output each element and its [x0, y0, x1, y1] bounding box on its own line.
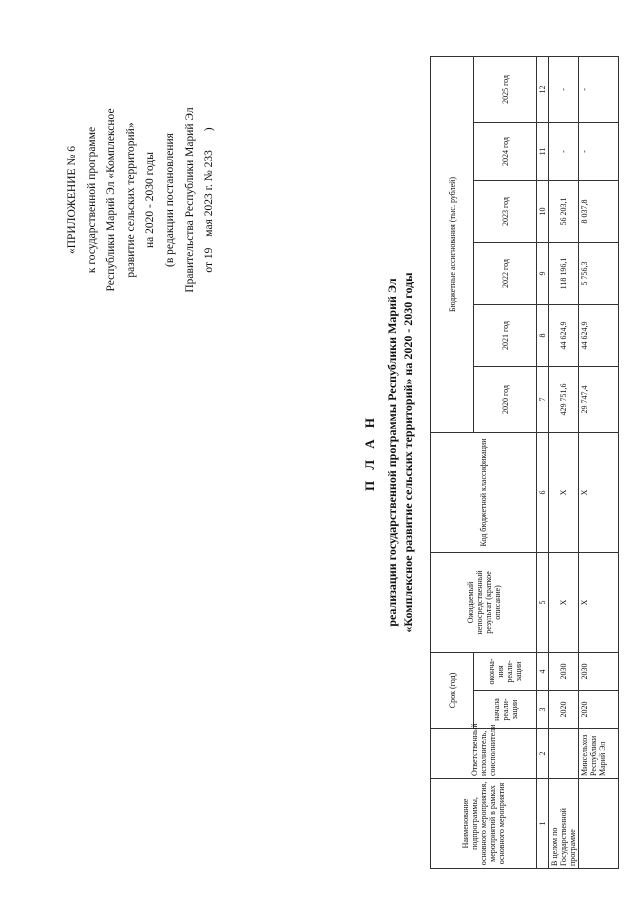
header-2024: 2024 год [474, 122, 537, 180]
date-rest: мая 2023 г. № 233 [203, 150, 216, 237]
table-row [579, 56, 619, 868]
appendix-line: развитие сельских территорий» [124, 122, 137, 278]
appendix-header [63, 35, 220, 365]
header-name: Наименование подпрограммы, основного мероприятия, мероприятий в рамках основного мероприятия [431, 779, 537, 869]
cell-2022: 5 756,3 [579, 242, 619, 304]
cell-end: 2030 [579, 652, 619, 690]
cell-2025: - [579, 56, 619, 122]
cell-kbk: Х [549, 432, 579, 552]
cell-2023: 8 037,8 [579, 180, 619, 242]
date-prefix: от 19 [203, 247, 216, 273]
col-number: 12 [537, 56, 549, 122]
header-start: начала реали-зации [474, 691, 537, 729]
header-2023: 2023 год [474, 180, 537, 242]
col-number: 10 [537, 180, 549, 242]
header-budget: Бюджетные ассигнования (тыс. рублей) [431, 56, 474, 432]
header-executor: Ответственный исполнитель, соисполнители [431, 729, 537, 779]
plan-heading: П Л А Н [362, 413, 377, 492]
cell-end: 2030 [549, 652, 579, 690]
col-number: 1 [537, 779, 549, 869]
col-number: 8 [537, 304, 549, 366]
col-number: 9 [537, 242, 549, 304]
col-number: 6 [537, 432, 549, 552]
table-row [549, 56, 579, 868]
col-number: 5 [537, 552, 549, 652]
cell-name [579, 779, 619, 869]
cell-2025: - [549, 56, 579, 122]
header-result: Ожидаемый непосредственный результат (краткое описание) [431, 552, 537, 652]
cell-2022: 118 196,1 [549, 242, 579, 304]
cell-result: Х [579, 552, 619, 652]
cell-start: 2020 [549, 691, 579, 729]
appendix-date-line [200, 35, 220, 365]
col-number: 3 [537, 691, 549, 729]
header-kbk: Код бюджетной классификации [431, 432, 537, 552]
appendix-line: (в редакции постановления [163, 133, 176, 267]
plan-title-line-2: «Комплексное развитие сельских территорий» на 2020 - 2030 годы [401, 272, 415, 633]
header-2021: 2021 год [474, 304, 537, 366]
header-2020: 2020 год [474, 366, 537, 432]
column-number-row [537, 56, 549, 868]
appendix-line: к государственной программе [85, 126, 98, 274]
header-end: оконча-ния реали-зации [474, 652, 537, 690]
appendix-line: Республики Марий Эл «Комплексное [105, 108, 118, 292]
cell-executor: Минсельхоз Республики Марий Эл [579, 729, 619, 779]
cell-executor [549, 729, 579, 779]
col-number: 2 [537, 729, 549, 779]
col-number: 11 [537, 122, 549, 180]
header-term: Срок (год) [431, 652, 474, 728]
cell-name: В целом по Государственной программе [549, 779, 579, 869]
cell-2020: 29 747,4 [579, 366, 619, 432]
plan-title-line-1: реализации государственной программы Республики Марий Эл [385, 278, 399, 627]
header-2022: 2022 год [474, 242, 537, 304]
cell-2024: - [579, 122, 619, 180]
cell-2021: 44 624,9 [579, 304, 619, 366]
col-number: 7 [537, 366, 549, 432]
cell-2021: 44 624,9 [549, 304, 579, 366]
cell-result: Х [549, 552, 579, 652]
appendix-line: на 2020 - 2030 годы [144, 152, 157, 249]
cell-2024: - [549, 122, 579, 180]
col-number: 4 [537, 652, 549, 690]
appendix-line: Правительства Республики Марий Эл [183, 107, 196, 293]
header-row-1 [431, 56, 474, 868]
cell-kbk: Х [579, 432, 619, 552]
appendix-line: «ПРИЛОЖЕНИЕ № 6 [66, 146, 78, 255]
cell-2020: 429 751,6 [549, 366, 579, 432]
cell-start: 2020 [579, 691, 619, 729]
cell-2023: 56 203,1 [549, 180, 579, 242]
date-end: ) [203, 127, 216, 132]
header-2025: 2025 год [474, 56, 537, 122]
plan-table [430, 56, 619, 869]
